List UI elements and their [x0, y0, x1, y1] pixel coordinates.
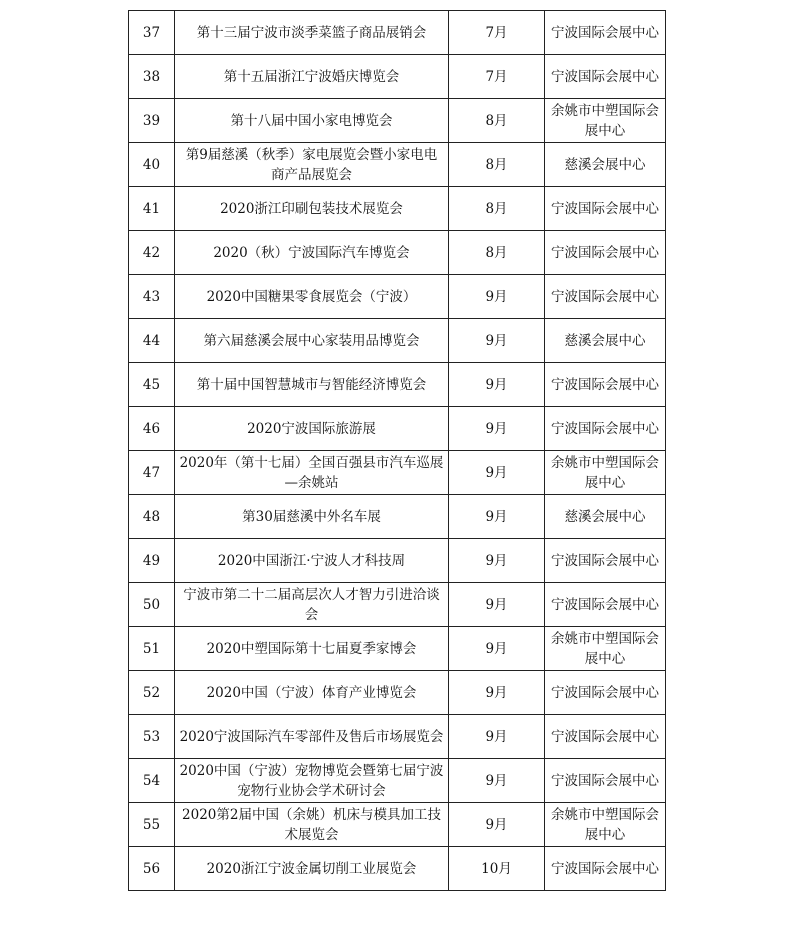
venue-cell: 宁波国际会展中心 — [545, 231, 666, 275]
exhibition-name-cell: 2020中塑国际第十七届夏季家博会 — [175, 627, 449, 671]
month-cell: 8月 — [449, 99, 545, 143]
exhibition-name-cell: 第十五届浙江宁波婚庆博览会 — [175, 55, 449, 99]
month-cell: 8月 — [449, 143, 545, 187]
venue-cell: 宁波国际会展中心 — [545, 55, 666, 99]
exhibition-name-cell: 第十三届宁波市淡季菜篮子商品展销会 — [175, 11, 449, 55]
month-cell: 9月 — [449, 803, 545, 847]
month-cell: 9月 — [449, 275, 545, 319]
venue-cell: 慈溪会展中心 — [545, 319, 666, 363]
exhibition-name-cell: 2020浙江印刷包装技术展览会 — [175, 187, 449, 231]
row-number-cell: 52 — [129, 671, 175, 715]
exhibition-name-cell: 第十届中国智慧城市与智能经济博览会 — [175, 363, 449, 407]
exhibition-name-cell: 宁波市第二十二届高层次人才智力引进洽谈会 — [175, 583, 449, 627]
month-cell: 9月 — [449, 407, 545, 451]
exhibition-name-cell: 2020中国（宁波）宠物博览会暨第七届宁波宠物行业协会学术研讨会 — [175, 759, 449, 803]
exhibition-name-cell: 2020（秋）宁波国际汽车博览会 — [175, 231, 449, 275]
row-number-cell: 50 — [129, 583, 175, 627]
venue-cell: 余姚市中塑国际会展中心 — [545, 803, 666, 847]
exhibition-name-cell: 第30届慈溪中外名车展 — [175, 495, 449, 539]
table-row — [129, 847, 666, 891]
table-row — [129, 275, 666, 319]
month-cell: 8月 — [449, 187, 545, 231]
row-number-cell: 55 — [129, 803, 175, 847]
venue-cell: 宁波国际会展中心 — [545, 847, 666, 891]
venue-cell: 余姚市中塑国际会展中心 — [545, 451, 666, 495]
row-number-cell: 38 — [129, 55, 175, 99]
table-row — [129, 583, 666, 627]
row-number-cell: 49 — [129, 539, 175, 583]
venue-cell: 宁波国际会展中心 — [545, 363, 666, 407]
row-number-cell: 46 — [129, 407, 175, 451]
exhibition-name-cell: 2020中国浙江·宁波人才科技周 — [175, 539, 449, 583]
table-row — [129, 187, 666, 231]
row-number-cell: 54 — [129, 759, 175, 803]
month-cell: 8月 — [449, 231, 545, 275]
exhibition-name-cell: 第六届慈溪会展中心家装用品博览会 — [175, 319, 449, 363]
row-number-cell: 44 — [129, 319, 175, 363]
venue-cell: 宁波国际会展中心 — [545, 759, 666, 803]
table-row — [129, 231, 666, 275]
row-number-cell: 51 — [129, 627, 175, 671]
table-row — [129, 671, 666, 715]
month-cell: 9月 — [449, 363, 545, 407]
row-number-cell: 45 — [129, 363, 175, 407]
month-cell: 9月 — [449, 539, 545, 583]
row-number-cell: 40 — [129, 143, 175, 187]
table-row — [129, 495, 666, 539]
month-cell: 7月 — [449, 11, 545, 55]
table-row — [129, 803, 666, 847]
month-cell: 9月 — [449, 319, 545, 363]
table-row — [129, 715, 666, 759]
table-row — [129, 55, 666, 99]
row-number-cell: 53 — [129, 715, 175, 759]
venue-cell: 宁波国际会展中心 — [545, 671, 666, 715]
venue-cell: 宁波国际会展中心 — [545, 583, 666, 627]
table-row — [129, 451, 666, 495]
venue-cell: 慈溪会展中心 — [545, 495, 666, 539]
row-number-cell: 48 — [129, 495, 175, 539]
row-number-cell: 37 — [129, 11, 175, 55]
venue-cell: 宁波国际会展中心 — [545, 715, 666, 759]
table-row — [129, 11, 666, 55]
month-cell: 9月 — [449, 671, 545, 715]
row-number-cell: 43 — [129, 275, 175, 319]
exhibition-name-cell: 2020宁波国际旅游展 — [175, 407, 449, 451]
exhibition-name-cell: 第9届慈溪（秋季）家电展览会暨小家电电商产品展览会 — [175, 143, 449, 187]
venue-cell: 余姚市中塑国际会展中心 — [545, 99, 666, 143]
exhibition-name-cell: 2020中国（宁波）体育产业博览会 — [175, 671, 449, 715]
exhibition-name-cell: 2020浙江宁波金属切削工业展览会 — [175, 847, 449, 891]
month-cell: 9月 — [449, 495, 545, 539]
exhibition-name-cell: 第十八届中国小家电博览会 — [175, 99, 449, 143]
row-number-cell: 41 — [129, 187, 175, 231]
exhibition-name-cell: 2020中国糖果零食展览会（宁波） — [175, 275, 449, 319]
table-row — [129, 363, 666, 407]
table-row — [129, 143, 666, 187]
table-row — [129, 539, 666, 583]
exhibition-schedule-table — [128, 10, 666, 891]
exhibition-name-cell: 2020宁波国际汽车零部件及售后市场展览会 — [175, 715, 449, 759]
month-cell: 7月 — [449, 55, 545, 99]
row-number-cell: 47 — [129, 451, 175, 495]
venue-cell: 余姚市中塑国际会展中心 — [545, 627, 666, 671]
row-number-cell: 39 — [129, 99, 175, 143]
month-cell: 9月 — [449, 583, 545, 627]
month-cell: 9月 — [449, 715, 545, 759]
table-body — [129, 11, 666, 891]
table-row — [129, 627, 666, 671]
exhibition-name-cell: 2020年（第十七届）全国百强县市汽车巡展—余姚站 — [175, 451, 449, 495]
venue-cell: 慈溪会展中心 — [545, 143, 666, 187]
venue-cell: 宁波国际会展中心 — [545, 187, 666, 231]
exhibition-name-cell: 2020第2届中国（余姚）机床与模具加工技术展览会 — [175, 803, 449, 847]
month-cell: 9月 — [449, 627, 545, 671]
venue-cell: 宁波国际会展中心 — [545, 407, 666, 451]
table-row — [129, 407, 666, 451]
month-cell: 9月 — [449, 451, 545, 495]
venue-cell: 宁波国际会展中心 — [545, 11, 666, 55]
table-row — [129, 319, 666, 363]
venue-cell: 宁波国际会展中心 — [545, 539, 666, 583]
table-row — [129, 759, 666, 803]
row-number-cell: 42 — [129, 231, 175, 275]
month-cell: 10月 — [449, 847, 545, 891]
table-row — [129, 99, 666, 143]
row-number-cell: 56 — [129, 847, 175, 891]
month-cell: 9月 — [449, 759, 545, 803]
venue-cell: 宁波国际会展中心 — [545, 275, 666, 319]
